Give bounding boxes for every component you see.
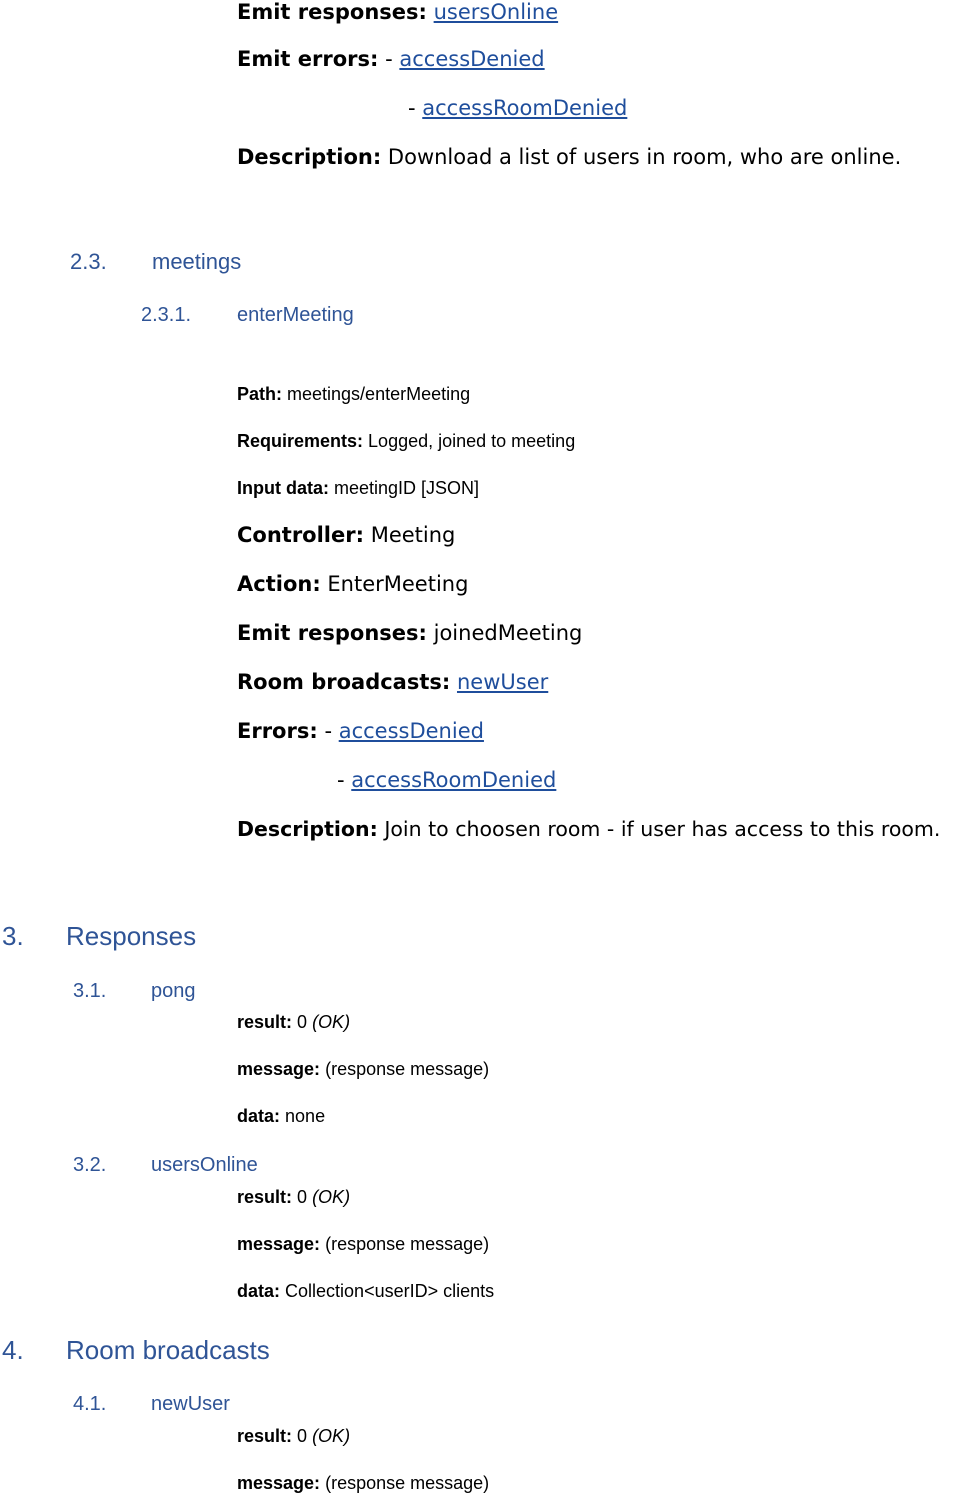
dash: - (385, 47, 393, 71)
field-label: message: (237, 1234, 321, 1254)
heading-number: 3. (2, 921, 24, 951)
emit-errors-line (237, 47, 545, 71)
field-label: message: (237, 1059, 321, 1079)
heading-3-2 (73, 1154, 258, 1177)
heading-2-3-1 (141, 304, 354, 327)
result-line (237, 1012, 350, 1033)
link-new-user[interactable]: newUser (456, 670, 549, 694)
result-line (237, 1187, 350, 1208)
dash: - (337, 768, 345, 792)
link-access-denied[interactable]: accessDenied (338, 719, 484, 743)
field-label: Action: (237, 572, 321, 596)
field-value: 0 (297, 1187, 308, 1207)
field-label: Description: (237, 145, 382, 169)
message-line (237, 1234, 489, 1255)
heading-number: 4. (2, 1335, 24, 1365)
field-label: message: (237, 1473, 321, 1493)
link-users-online[interactable]: usersOnline (433, 0, 559, 24)
heading-2-3 (70, 249, 242, 275)
field-label: result: (237, 1187, 293, 1207)
message-line (237, 1473, 489, 1494)
heading-3 (2, 921, 197, 952)
message-line (237, 1059, 489, 1080)
errors-line (237, 719, 484, 743)
heading-number: 2.3.1. (141, 304, 192, 326)
input-data-line (237, 478, 479, 499)
field-label: Emit responses: (237, 0, 427, 24)
link-access-denied[interactable]: accessDenied (399, 47, 545, 71)
field-value: Join to choosen room - if user has access to this room. (384, 817, 941, 841)
field-label: result: (237, 1012, 293, 1032)
field-note: (OK) (312, 1012, 351, 1032)
action-line (237, 572, 468, 596)
field-value: meetingID [JSON] (334, 478, 480, 498)
heading-title: newUser (151, 1393, 230, 1415)
heading-number: 3.1. (73, 980, 107, 1002)
field-label: Input data: (237, 478, 329, 498)
heading-number: 3.2. (73, 1154, 107, 1176)
heading-title: meetings (152, 249, 242, 274)
field-label: data: (237, 1281, 281, 1301)
heading-title: usersOnline (151, 1154, 258, 1176)
field-label: Description: (237, 817, 378, 841)
requirements-line (237, 431, 575, 452)
heading-title: Room broadcasts (66, 1335, 270, 1365)
controller-line (237, 523, 455, 547)
field-value: (response message) (325, 1234, 490, 1254)
link-access-room-denied[interactable]: accessRoomDenied (422, 96, 628, 120)
result-line (237, 1426, 350, 1447)
field-label: Room broadcasts: (237, 670, 451, 694)
data-line (237, 1281, 494, 1302)
description-line (237, 145, 901, 169)
heading-3-1 (73, 980, 196, 1003)
field-value: Collection<userID> clients (285, 1281, 495, 1301)
field-label: Emit errors: (237, 47, 379, 71)
field-label: Path: (237, 384, 282, 404)
heading-title: pong (151, 980, 196, 1002)
field-label: Controller: (237, 523, 365, 547)
emit-responses-line (237, 0, 558, 24)
heading-title: Responses (66, 921, 197, 951)
field-note: (OK) (312, 1426, 351, 1446)
field-note: (OK) (312, 1187, 351, 1207)
field-label: data: (237, 1106, 281, 1126)
field-value: Download a list of users in room, who are online. (387, 145, 902, 169)
field-value: 0 (297, 1012, 308, 1032)
heading-number: 4.1. (73, 1393, 107, 1415)
description-line (237, 817, 940, 841)
field-value: Logged, joined to meeting (368, 431, 576, 451)
heading-4-1 (73, 1393, 230, 1416)
field-value: meetings/enterMeeting (287, 384, 471, 404)
emit-errors-line-2 (408, 96, 627, 120)
field-value: (response message) (325, 1473, 490, 1493)
field-value: none (285, 1106, 326, 1126)
field-value: (response message) (325, 1059, 490, 1079)
errors-line-2 (337, 768, 556, 792)
field-label: Requirements: (237, 431, 364, 451)
field-value: EnterMeeting (327, 572, 469, 596)
field-label: Emit responses: (237, 621, 427, 645)
field-label: Errors: (237, 719, 318, 743)
room-broadcasts-line (237, 670, 548, 694)
heading-number: 2.3. (70, 249, 107, 274)
data-line (237, 1106, 325, 1127)
field-value: Meeting (370, 523, 456, 547)
path-line (237, 384, 470, 405)
heading-title: enterMeeting (237, 304, 354, 326)
emit-responses-line (237, 621, 582, 645)
dash: - (408, 96, 416, 120)
field-value: joinedMeeting (433, 621, 583, 645)
field-label: result: (237, 1426, 293, 1446)
dash: - (324, 719, 333, 743)
heading-4 (2, 1335, 270, 1366)
link-access-room-denied[interactable]: accessRoomDenied (351, 768, 557, 792)
field-value: 0 (297, 1426, 308, 1446)
